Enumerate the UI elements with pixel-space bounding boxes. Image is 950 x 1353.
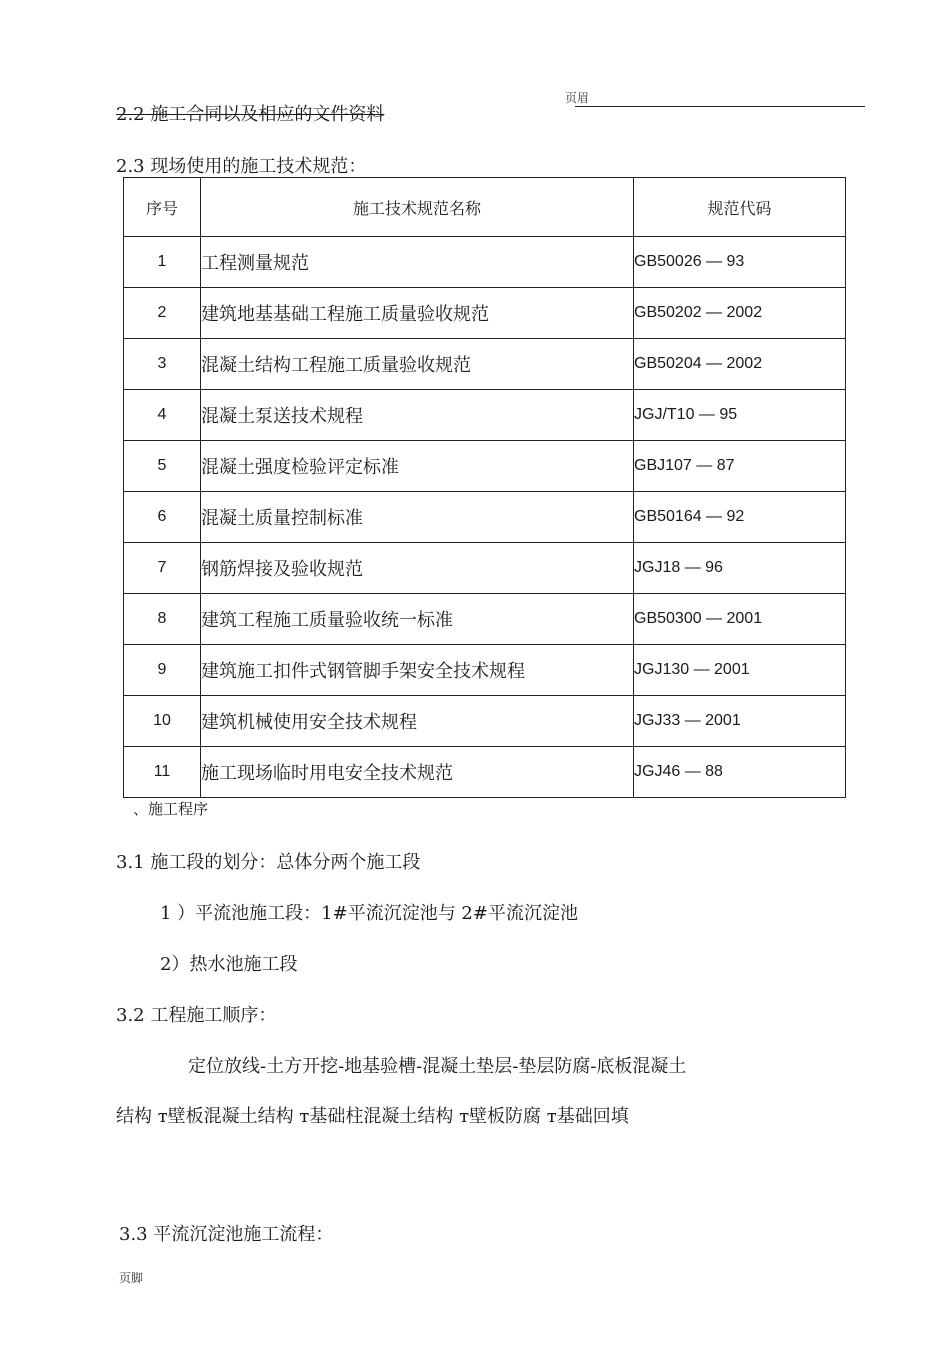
table-row [124, 696, 846, 747]
section-3-title: 、施工程序 [133, 801, 209, 818]
row-code: JGJ130 — 2001 [634, 645, 846, 696]
section-2-3: 2.3 现场使用的施工技术规范： [116, 156, 367, 177]
row-code: GB50202 — 2002 [634, 288, 846, 339]
table-row [124, 390, 846, 441]
col-header-code: 规范代码 [634, 178, 846, 237]
table-row [124, 339, 846, 390]
row-no: 9 [124, 645, 201, 696]
col-header-name: 施工技术规范名称 [201, 178, 634, 237]
row-code: JGJ46 — 88 [634, 747, 846, 798]
row-name: 混凝土质量控制标准 [201, 492, 634, 543]
row-name: 施工现场临时用电安全技术规范 [201, 747, 634, 798]
row-code: GB50300 — 2001 [634, 594, 846, 645]
stage-item-1: 1 ）平流池施工段：1#平流沉淀池与 2#平流沉淀池 [160, 903, 578, 924]
row-name: 建筑地基基础工程施工质量验收规范 [201, 288, 634, 339]
page-footer: 页脚 [119, 1271, 144, 1285]
table-header-row [124, 178, 846, 237]
row-no: 7 [124, 543, 201, 594]
table-row [124, 441, 846, 492]
table-row [124, 594, 846, 645]
row-code: JGJ18 — 96 [634, 543, 846, 594]
header-rule [575, 106, 865, 107]
stage-item-2: 2）热水池施工段 [160, 954, 298, 975]
row-no: 4 [124, 390, 201, 441]
row-no: 8 [124, 594, 201, 645]
row-name: 工程测量规范 [201, 237, 634, 288]
sequence-line-2: 结构 т壁板混凝土结构 т基础柱混凝土结构 т壁板防腐 т基础回填 [116, 1106, 629, 1127]
row-name: 混凝土强度检验评定标准 [201, 441, 634, 492]
spec-table [123, 177, 846, 798]
table-row [124, 747, 846, 798]
row-code: GB50164 — 92 [634, 492, 846, 543]
row-code: JGJ33 — 2001 [634, 696, 846, 747]
row-name: 建筑机械使用安全技术规程 [201, 696, 634, 747]
row-name: 混凝土结构工程施工质量验收规范 [201, 339, 634, 390]
row-no: 10 [124, 696, 201, 747]
table-row [124, 645, 846, 696]
row-no: 2 [124, 288, 201, 339]
row-name: 建筑施工扣件式钢管脚手架安全技术规程 [201, 645, 634, 696]
table-row [124, 288, 846, 339]
row-code: JGJ/T10 — 95 [634, 390, 846, 441]
row-name: 钢筋焊接及验收规范 [201, 543, 634, 594]
table-row [124, 492, 846, 543]
row-no: 6 [124, 492, 201, 543]
row-code: GB50026 — 93 [634, 237, 846, 288]
row-no: 3 [124, 339, 201, 390]
row-no: 5 [124, 441, 201, 492]
row-no: 1 [124, 237, 201, 288]
section-3-1: 3.1 施工段的划分：总体分两个施工段 [116, 852, 421, 873]
row-name: 建筑工程施工质量验收统一标准 [201, 594, 634, 645]
section-3-3: 3.3 平流沉淀池施工流程： [119, 1224, 334, 1245]
table-row [124, 237, 846, 288]
table-row [124, 543, 846, 594]
row-code: GB50204 — 2002 [634, 339, 846, 390]
row-name: 混凝土泵送技术规程 [201, 390, 634, 441]
row-code: GBJ107 — 87 [634, 441, 846, 492]
row-no: 11 [124, 747, 201, 798]
section-3-2: 3.2 工程施工顺序： [116, 1005, 277, 1026]
page-header: 页眉 [565, 91, 590, 105]
col-header-no: 序号 [124, 178, 201, 237]
section-2-2: 2.2 施工合同以及相应的文件资料 [116, 104, 385, 125]
sequence-line-1: 定位放线-土方开挖-地基验槽-混凝土垫层-垫层防腐-底板混凝土 [188, 1056, 687, 1077]
